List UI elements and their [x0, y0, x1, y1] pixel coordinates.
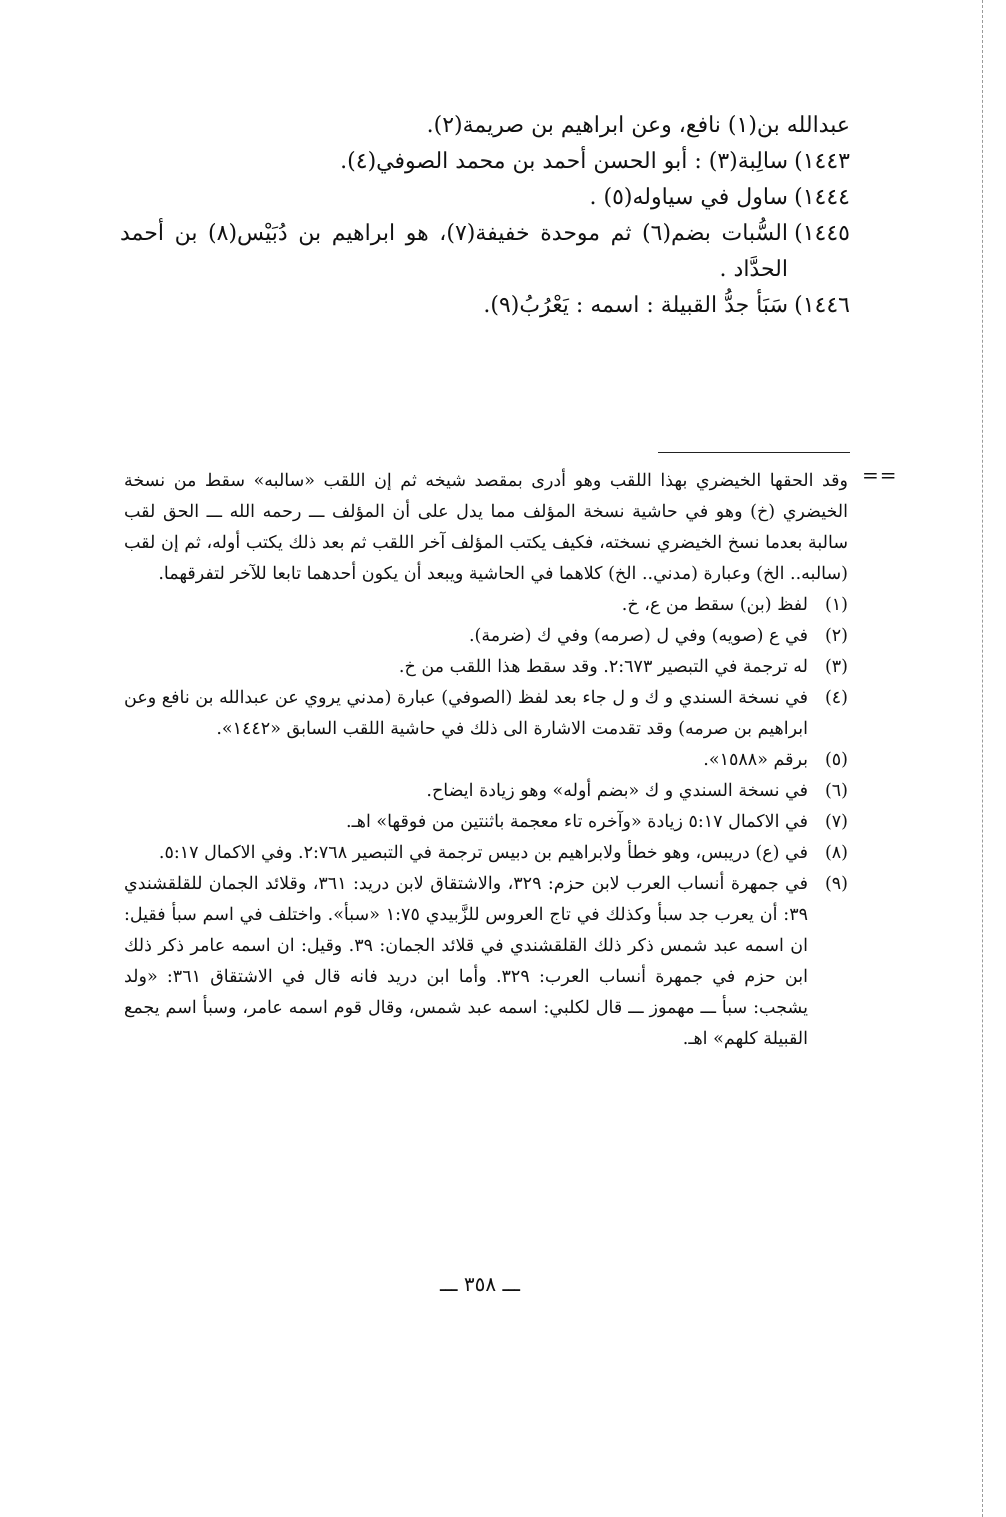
continuation-marker: == [862, 463, 898, 487]
footnote-text: برقم «١٥٨٨». [703, 750, 808, 770]
continuation-line: عبدالله بن(١) نافع، وعن ابراهيم بن صريمة(٢). [426, 113, 850, 138]
entry-text: السُّبات بضم(٦) ثم موحدة خفيفة(٧)، هو ابراهيم بن دُبَيْس(٨) بن أحمد الحدَّاد . [120, 221, 788, 282]
footnote-continuation: وقد الحقها الخيضري بهذا اللقب وهو أدرى بمقصد شيخه ثم إن اللقب «سالبه» سقط من نسخة الخيضري (خ) وهو في حاشية نسخة المؤلف مما يدل على أن المؤلف ـــ رحمه الله ـــ الحق لقب سالبة بعدما نسخ الخيضري نسخته، فكيف يكتب المؤلف آخر اللقب ثم بعد ذلك يكتب أوله، ثم إن لقب (سالبه.. الخ) وعبارة (مدني.. الخ) كلاهما في الحاشية ويبعد أن يكون أحدهما تابعا للآخر لتفرقهما. [124, 471, 848, 584]
footnotes [124, 466, 848, 1055]
footnote-number: (٥) [824, 750, 848, 770]
footnote-8 [124, 838, 848, 869]
footnote-number: (٣) [824, 657, 848, 677]
entry-text: ساول في سياوله(٥) . [589, 185, 788, 210]
entry-1445 [120, 216, 850, 288]
footnote-number: (٩) [824, 874, 848, 894]
entry-number: ١٤٤٣) [794, 149, 850, 174]
footnote-5 [124, 745, 848, 776]
footnote-number: (٨) [824, 843, 848, 863]
footnote-7 [124, 807, 848, 838]
page-edge-line [982, 0, 983, 1517]
footnote-1 [124, 590, 848, 621]
footnote-number: (٧) [824, 812, 848, 832]
footnote-text: في نسخة السندي و ك «بضم أوله» وهو زيادة ايضاح. [426, 781, 808, 801]
footnote-9 [124, 869, 848, 1055]
footnote-6 [124, 776, 848, 807]
entry-text: سالِبة(٣) : أبو الحسن أحمد بن محمد الصوفي(٤). [340, 149, 788, 174]
footnote-number: (١) [824, 595, 848, 615]
footnote-number: (٦) [824, 781, 848, 801]
footnote-text: له ترجمة في التبصير ٢:٦٧٣. وقد سقط هذا اللقب من خ. [398, 657, 808, 677]
footnote-number: (٢) [824, 626, 848, 646]
footnote-text: في (ع) دريبس، وهو خطأ ولابراهيم بن دبيس ترجمة في التبصير ٢:٧٦٨. وفي الاكمال ٥:١٧. [158, 843, 808, 863]
entry-number: ١٤٤٦) [794, 293, 850, 318]
entry-number: ١٤٤٤) [794, 185, 850, 210]
footnote-2 [124, 621, 848, 652]
entry-1444 [120, 180, 850, 216]
footnote-4 [124, 683, 848, 745]
entry-1446 [120, 288, 850, 324]
page-number: ـــ ٣٥٨ ـــ [439, 1272, 521, 1296]
footnote-text: لفظ (بن) سقط من ع، خ. [621, 595, 808, 615]
footnote-3 [124, 652, 848, 683]
footnote-divider [658, 452, 850, 453]
footnote-text: في نسخة السندي و ك و ل جاء بعد لفظ (الصوفي) عبارة (مدني يروي عن عبدالله بن نافع وعن ابراهيم بن صرمه) وقد تقدمت الاشارة الى ذلك في حاشية اللقب السابق «١٤٤٢». [124, 688, 808, 739]
footnote-number: (٤) [824, 688, 848, 708]
entry-text: سَبَأ جدُّ القبيلة : اسمه : يَعْرُبُ(٩). [483, 293, 788, 318]
footnote-text: في جمهرة أنساب العرب لابن حزم: ٣٢٩، والاشتقاق لابن دريد: ٣٦١، وقلائد الجمان للقلقشندي ٣٩: أن يعرب جد سبأ وكذلك في تاج العروس للزَّبيدي ١:٧٥ «سبأ». واختلف في اسم سبأ فقيل: ان اسمه عبد شمس ذكر ذلك القلقشندي في قلائد الجمان: ٣٩. وقيل: ان اسمه عامر ذكر ذلك ابن حزم في جمهرة أنساب العرب: ٣٢٩. وأما ابن دريد فانه قال في الاشتقاق ٣٦١: «ولد يشجب: سبأ ـــ مهموز ـــ قال لكلبي: اسمه عبد شمس، وقال قوم اسمه عامر، وسبأ اسم يجمع القبيلة كلهم» اهـ. [124, 874, 809, 1049]
footnote-text: في ع (صويه) وفي ل (صرمه) وفي ك (ضرمة). [468, 626, 808, 646]
entry-number: ١٤٤٥) [794, 221, 850, 246]
footnote-text: في الاكمال ٥:١٧ زيادة «وآخره تاء معجمة باثنتين من فوقها» اهـ. [346, 812, 808, 832]
entry-1443 [120, 144, 850, 180]
main-text [120, 108, 850, 324]
